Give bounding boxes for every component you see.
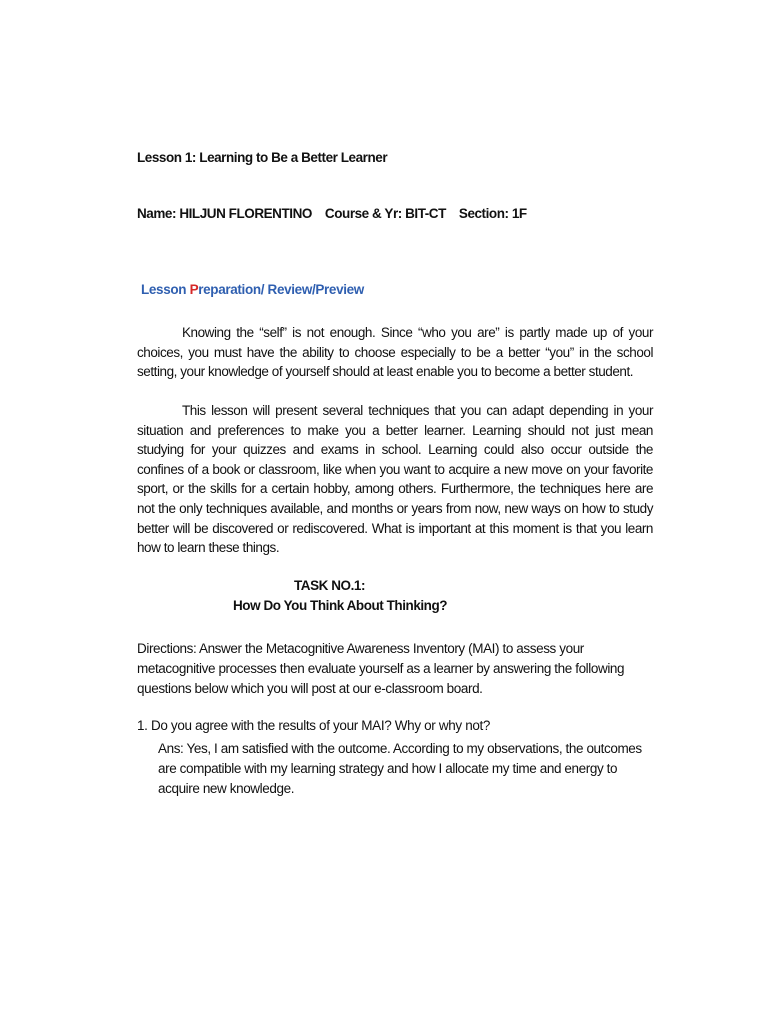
lesson-title: Lesson 1: Learning to Be a Better Learner (137, 150, 388, 165)
lesson-prep-heading (141, 283, 364, 297)
student-info (137, 207, 527, 221)
task-number: TASK NO.1: (294, 578, 366, 593)
prep-heading-part2: reparation/ Review/Preview (198, 282, 364, 297)
section: Section: 1F (458, 206, 527, 221)
task-title: How Do You Think About Thinking? (233, 598, 448, 613)
paragraph-self: Knowing the “self” is not enough. Since “who you are” is partly made up of your choices, you must have the ability to choose especially to be a better “you” in the school setting, your knowledge of yourself should at least enable you to become a better student. (137, 325, 653, 380)
prep-heading-part1: Lesson (141, 282, 190, 297)
directions: Directions: Answer the Metacognitive Awareness Inventory (MAI) to assess your metacognitive processes then evaluate yourself as a learner by answering the following questions below which you will post at our e-classroom board. (137, 641, 625, 696)
prep-heading-accent: P (189, 282, 199, 297)
student-name: Name: HILJUN FLORENTINO (137, 206, 312, 221)
course-year: Course & Yr: BIT-CT (324, 206, 446, 221)
paragraph-lesson: This lesson will present several techniques that you can adapt depending in your situation and preferences to make you a better learner. Learning should not just mean studying for your quizzes and exams in school. Learning could also occur outside the confines of a book or classroom, like when you want to acquire a new move on your favorite sport, or the skills for a certain hobby, among others. Furthermore, the techniques here are not the only techniques available, and months or years from now, new ways on how to study better will be discovered or rediscovered. What is important at this moment is that you learn how to learn these things. (137, 403, 653, 556)
answer-1: Ans: Yes, I am satisfied with the outcome. According to my observations, the outcomes are compatible with my learning strategy and how I allocate my time and energy to acquire new knowledge. (158, 741, 642, 796)
question-1: 1. Do you agree with the results of your MAI? Why or why not? (137, 718, 491, 733)
